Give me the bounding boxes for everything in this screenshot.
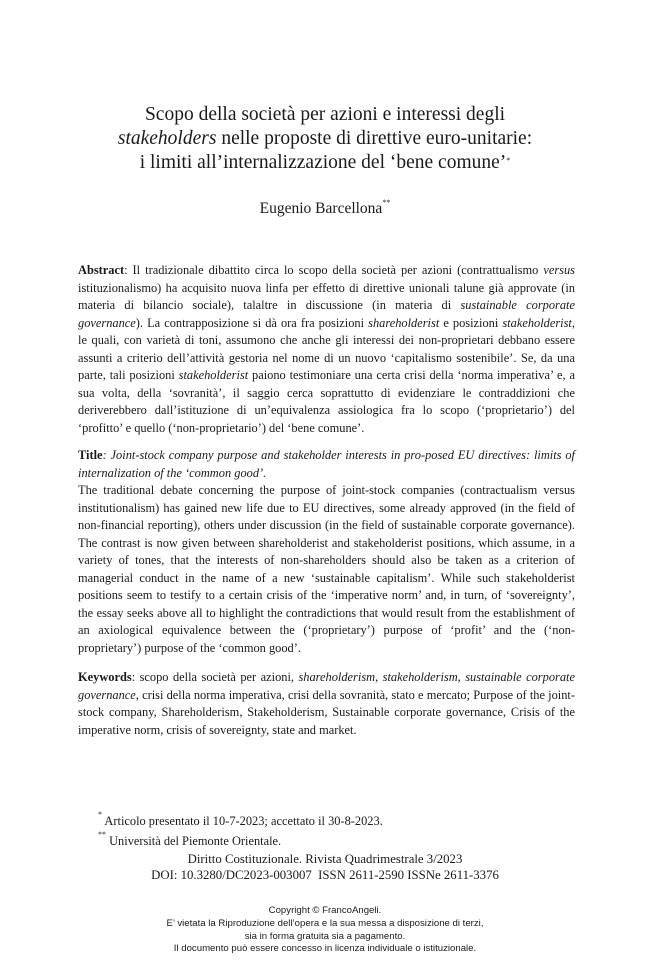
english-abstract-paragraph (78, 447, 575, 657)
english-title-text: : Joint-stock company purpose and stakeholder interests in pro-posed EU directives: limits of internalization of the ‘common good’. (78, 448, 575, 480)
abstract-italic-2: sustainable corporate governance (78, 298, 575, 330)
journal-doi: DOI: 10.3280/DC2023-003007 ISSN 2611-2590 ISSNe 2611-3376 (151, 868, 499, 882)
author-text: Eugenio Barcellona (259, 200, 383, 217)
title-line-3 (60, 151, 590, 175)
abstract-seg-6: paiono testimoniare una certa crisi della ‘norma imperativa’ e, a sua volta, della ‘sovranità’, il saggio cerca soprattutto di evidenziare le contraddizioni che deriverebbero dall’istituzione di un’equivalenza assiologica fra lo scopo (‘proprietario’) del ‘profitto’ e quello (‘non-proprietario’) del ‘bene comune’. (78, 368, 575, 435)
footnote-1 (98, 810, 383, 829)
footnote-1-mark: * (98, 810, 102, 819)
title-footnote-mark: * (506, 156, 511, 165)
abstract-italic-3: shareholderist (368, 315, 440, 330)
abstract-seg-2: istituzionalismo) ha acquisito nuova linfa per effetto di direttive unionali talune già approvate (in materia di bilancio sociale), talaltre in discussione (in materia di (78, 280, 575, 312)
keywords-seg-1: : scopo della società per azioni, (131, 670, 299, 684)
abstract-paragraph (78, 262, 575, 437)
author-footnote-mark: ** (382, 198, 391, 207)
title-line-3-text: i limiti all’internalizzazione del ‘bene comune’ (139, 152, 507, 173)
copyright-line-1: Copyright © FrancoAngeli. (268, 905, 382, 916)
copyright-line-2: E’ vietata la Riproduzione dell’opera e la sua messa a disposizione di terzi, (166, 917, 484, 929)
keywords-seg-2: , crisi della norma imperativa, crisi della sovranità, stato e mercato; Purpose of the joint-stock company, Shareholderism, Stakeholderism, Sustainable corporate governance, Crisis of the imperative norm, crisis of sovereignty, state and market. (78, 687, 575, 737)
copyright-line-3: sia in forma gratuita sia a pagamento. (244, 930, 406, 942)
title-italic-word: stakeholders (117, 128, 217, 149)
author-name (0, 200, 650, 218)
english-abstract-body: The traditional debate concerning the purpose of joint-stock companies (contractualism versus institutionalism) has gained new life due to EU directives, some already approved (in the field of non-financial reporting), others under discussion (in the field of sustainable corporate governance). The contrast is now given between shareholderist and stakeholderist positions, which assume, in a variety of tones, that the interests of non-shareholders should also be taken as a criterion of managerial conduct in the name of a new ‘sustainable capitalism’. While such stakeholderist positions seem to testify to a certain crisis of the ‘imperative norm’ and, in turn, of ‘sovereignty’, the essay seeks above all to highlight the contradictions that would result from the establishment of an axiological equivalence between the (‘proprietary’) purpose of ‘profit’ and the (‘non-proprietary’) purpose of the ‘common good’. (78, 483, 575, 655)
keywords-paragraph (78, 669, 575, 739)
abstract-seg-5: , le quali, con varietà di toni, assumono che anche gli interessi dei non-proprietari debbano essere assunti a criterio dell’attività gestoria nel nome di un nuovo ‘capitalismo sostenibile’. Se, da una parte, tali posizioni (78, 315, 575, 382)
abstract-italic-4: stakeholderist (502, 315, 572, 330)
journal-name: Diritto Costituzionale. Rivista Quadrimestrale 3/2023 (187, 852, 463, 866)
title-line-2 (60, 127, 590, 151)
footnote-2-mark: ** (98, 830, 106, 839)
journal-info (120, 851, 530, 883)
title-line-2-rest: nelle proposte di direttive euro-unitarie: (216, 128, 533, 149)
copyright-line-4: Il documento può essere concesso in licenza individuale o istituzionale. (173, 943, 477, 955)
abstract-label: Abstract (78, 263, 125, 277)
footnote-1-text: Articolo presentato il 10-7-2023; accettato il 30-8-2023. (104, 814, 383, 829)
abstract-seg-4: e posizioni (439, 315, 503, 330)
abstract-seg-3: ). La contrapposizione si dà ora fra posizioni (135, 315, 369, 330)
keywords-italic: shareholderism, stakeholderism, sustainable corporate governance (78, 670, 575, 702)
copyright-notice (0, 905, 650, 956)
title-line-1: Scopo della società per azioni e interessi degli (144, 104, 506, 125)
keywords-label: Keywords (78, 670, 132, 684)
abstract-italic-1: versus (543, 263, 575, 277)
abstract-seg-1: : Il tradizionale dibattito circa lo scopo della società per azioni (contrattualismo (124, 263, 544, 277)
article-title (60, 103, 590, 175)
english-title-label: Title (78, 448, 103, 462)
abstract-italic-5: stakeholderist (178, 368, 249, 382)
footnote-2-text: Università del Piemonte Orientale. (109, 834, 282, 849)
footnote-2 (98, 830, 281, 849)
